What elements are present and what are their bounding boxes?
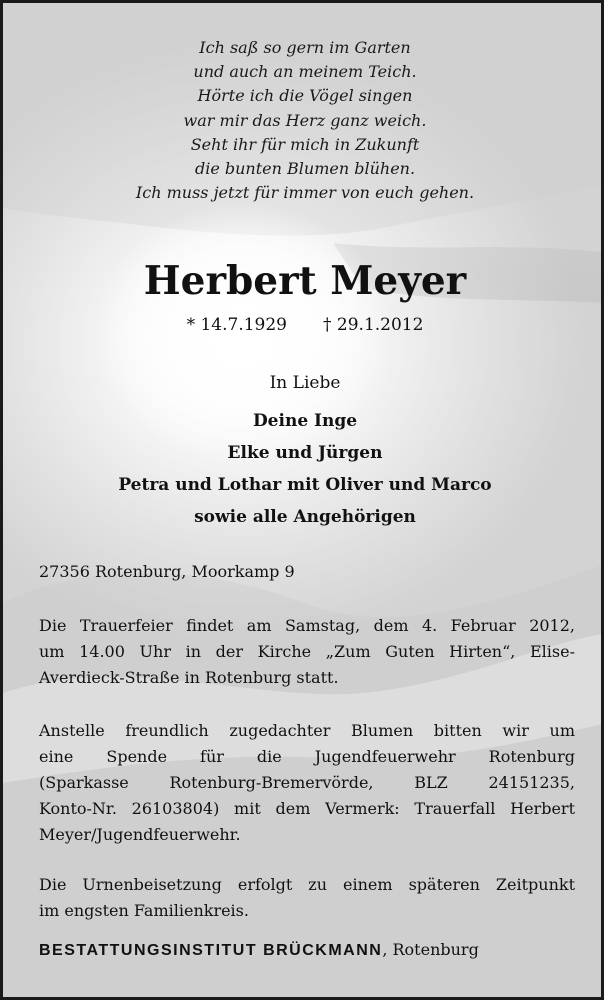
mourner-line: Deine Inge [252,411,358,431]
death-date: † 29.1.2012 [323,315,424,335]
life-dates [3,313,604,337]
funeral-home-location: , Rotenburg [382,940,479,959]
poem-line: war mir das Herz ganz weich. [183,110,427,130]
donation-line: eine Spende für die Jugendfeuerwehr Rotenburg [39,747,575,766]
burial-line: im engsten Familienkreis. [39,901,249,920]
poem-line: und auch an meinem Teich. [193,62,417,82]
service-line: Averdieck-Straße in Rotenburg statt. [39,668,339,687]
funeral-home [39,937,579,964]
donation-line: (Sparkasse Rotenburg-Bremervörde, BLZ 24151235, [39,773,575,792]
poem [3,36,604,205]
poem-line: die bunten Blumen blühen. [194,159,416,179]
mourner-line: Petra und Lothar mit Oliver und Marco [118,475,492,495]
service-info [39,613,575,691]
address-line: 27356 Rotenburg, Moorkamp 9 [39,562,295,581]
mourners-list [3,405,604,533]
donation-line: Konto-Nr. 26103804) mit dem Vermerk: Trauerfall Herbert [39,799,575,818]
service-line: Die Trauerfeier findet am Samstag, dem 4. Februar 2012, [39,616,575,635]
mourner-line: sowie alle Angehörigen [194,507,416,527]
mourner-line: Elke und Jürgen [227,443,383,463]
donation-line: Anstelle freundlich zugedachter Blumen bitten wir um [39,721,575,740]
poem-line: Hörte ich die Vögel singen [197,86,413,106]
birth-date: * 14.7.1929 [186,315,287,335]
donation-line: Meyer/Jugendfeuerwehr. [39,825,241,844]
burial-info [39,872,575,924]
poem-line: Ich saß so gern im Garten [199,38,411,57]
address [39,559,575,585]
in-love-heading: In Liebe [269,373,341,393]
service-line: um 14.00 Uhr in der Kirche „Zum Guten Hirten“, Elise- [39,642,575,661]
deceased-name: Herbert Meyer [143,258,467,304]
poem-line: Ich muss jetzt für immer von euch gehen. [135,183,475,203]
burial-line: Die Urnenbeisetzung erfolgt zu einem späteren Zeitpunkt [39,875,575,894]
funeral-home-name: BESTATTUNGSINSTITUT BRÜCKMANN [39,942,383,959]
donation-info [39,718,575,848]
poem-line: Seht ihr für mich in Zukunft [190,134,420,154]
